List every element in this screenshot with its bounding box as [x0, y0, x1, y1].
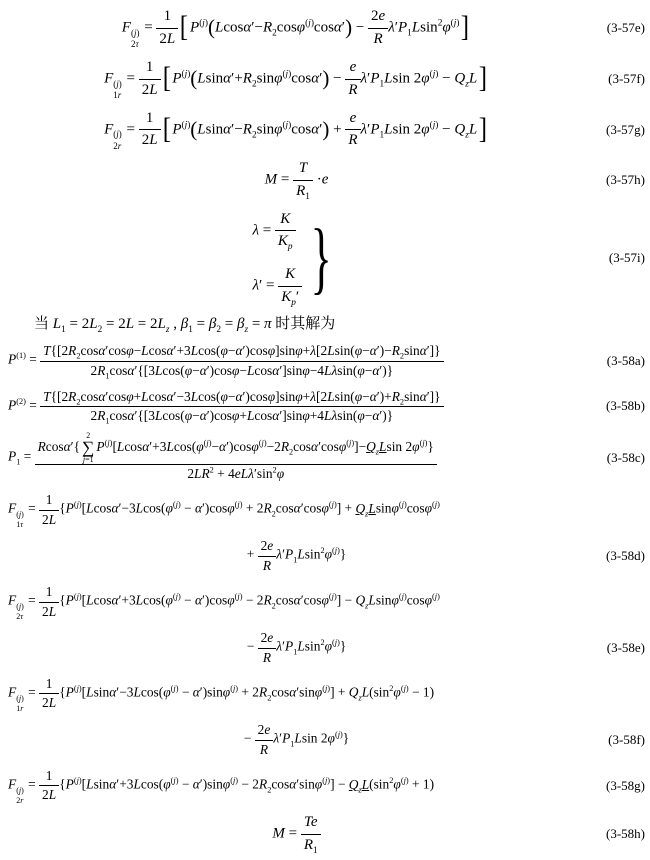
- equation-tag: (3-58d): [606, 548, 645, 564]
- equation-formula: M = $\frac{T}{R_1}$ ·e: [264, 160, 329, 203]
- equation-formula: λ = $\frac{K}{K_p}$ λ′ = $\frac{K}{K_p'}$ }: [252, 210, 332, 308]
- equation-tag: (3-57g): [606, 121, 645, 137]
- equation-row: [4, 720, 648, 759]
- equation-row: [4, 432, 648, 483]
- equation-row: [4, 536, 648, 575]
- equation-row: [4, 341, 648, 380]
- equation-tag: (3-58e): [606, 639, 645, 655]
- equation-formula: F (j) 2r = $\frac{1}{2L}$ {$P^{(j)}[Lsin\alpha'+3Lcos(\varphi^{(j)} - \alpha')\sin\varphi^{(j)} - 2R_2\cos\alpha'\sin\varphi^{(j)}] - Q_zL(\sin^2\varphi^{(j)} + 1)$: [8, 767, 435, 805]
- equation-tag: (3-58a): [606, 352, 645, 368]
- equation-formula: F (j) 2τ = $\frac{1}{2L}$ [ $P^{(j)}(Lcos\alpha'-R_2\cos\varphi^{(j)}\cos\alpha')$ − $\frac{2e}{R}$ $\lambda'P_1Lsin^2\varphi^{(j)}$]: [121, 8, 470, 50]
- equation-tag: (3-57i): [608, 250, 645, 266]
- equation-row: [4, 812, 648, 856]
- equation-formula: F (j) 1r = $\frac{1}{2L}$ [ $P^{(j)}(Lsin\alpha'+R_2\sin\varphi^{(j)}\cos\alpha')$ − $\frac{e}{R}$ $\lambda'P_1Lsin$ $2\varphi^{(j)} - Q_zL$]: [104, 58, 488, 100]
- equation-tag: (3-57f): [608, 70, 645, 86]
- equation-row: [4, 158, 648, 202]
- equation-row: [4, 490, 648, 530]
- equation-tag: (3-58g): [606, 777, 645, 793]
- equation-tag: (3-57e): [606, 20, 645, 36]
- equation-row: [4, 314, 648, 334]
- equation-row: [4, 57, 648, 101]
- equation-row: [4, 6, 648, 50]
- equation-formula: $P_1$ = Rcosα′{ 2 ∑ j=1 $P^{(j)}[Lcos\alpha'+3Lcos(\varphi^{(j)}-\alpha')\cos\varphi^{(j)}-2R_2\cos\alpha'\cos\varphi^{(j)}]-Q_zLsin$ $2\varphi^{(j)}$} $2LR^2 + 4eL\lambda'\sin^2\varphi$: [4, 432, 589, 483]
- equation-formula: F (j) 1r = $\frac{1}{2L}$ {$P^{(j)}[Lsin\alpha'-3Lcos(\varphi^{(j)} - \alpha')\sin\varphi^{(j)} + 2R_2\cos\alpha'\sin\varphi^{(j)}] + Q_zL(\sin^2\varphi^{(j)} - 1)$: [8, 676, 435, 713]
- equation-formula: − $\frac{2e}{R}$ $\lambda'P_1Lsin^2\varphi^{(j)}$}: [246, 630, 347, 665]
- equation-row: [4, 674, 648, 714]
- equation-row: [4, 628, 648, 667]
- equation-formula: F (j) 1τ = $\frac{1}{2L}$ {$P^{(j)}[Lcos\alpha'-3Lcos(\varphi^{(j)} - \alpha')\cos\varphi^{(j)} + 2R_2\cos\alpha'\cos\varphi^{(j)}] + Q_zLsin\varphi^{(j)}\cos\varphi^{(j)}$: [8, 492, 440, 529]
- equation-tag: (3-58f): [608, 731, 645, 747]
- equation-formula: F (j) 2τ = $\frac{1}{2L}$ {$P^{(j)}[Lcos\alpha'+3Lcos(\varphi^{(j)} - \alpha')\cos\varphi^{(j)} - 2R_2\cos\alpha'\cos\varphi^{(j)}] - Q_zLsin\varphi^{(j)}\cos\varphi^{(j)}$: [8, 584, 440, 621]
- equation-formula: $P^{(1)}$ = $T\{[2R_2\cos\alpha'\cos\varphi-Lcos\alpha'+3Lcos(\varphi-\alpha')\cos\varphi]\sin\varphi+\lambda[2Lsin(\varphi-\alpha')-R_2\sin\alpha']\}$ $2R_1\cos\alpha'\{[3Lcos(\varphi-\alpha')\cos\varphi-Lcos\alpha']\sin\varphi-4L\lambda\sin(\varphi-\alpha')\}$: [4, 341, 589, 380]
- equation-list: [4, 6, 648, 856]
- equation-row: [4, 766, 648, 806]
- equation-formula: − $\frac{2e}{R}$ $\lambda'P_1Lsin$ $2\varphi^{(j)}$}: [243, 722, 350, 757]
- equation-tag: (3-58c): [606, 450, 645, 466]
- equation-row: [4, 387, 648, 426]
- equation-formula: F (j) 2r = $\frac{1}{2L}$ [ $P^{(j)}(Lsin\alpha'-R_2\sin\varphi^{(j)}\cos\alpha')$ + $\frac{e}{R}$ $\lambda'P_1Lsin$ $2\varphi^{(j)} - Q_zL$]: [104, 109, 488, 151]
- equation-row: [4, 209, 648, 309]
- equation-row: [4, 582, 648, 622]
- equation-formula: $P^{(2)}$ = $T\{[2R_2\cos\alpha'\cos\varphi+Lcos\alpha'-3Lcos(\varphi-\alpha')\cos\varphi]\sin\varphi+\lambda[2Lsin(\varphi-\alpha')+R_2\sin\alpha']\}$ $2R_1\cos\alpha'\{[3Lcos(\varphi-\alpha')\cos\varphi+Lcos\alpha']\sin\varphi+4L\lambda\sin(\varphi-\alpha')\}$: [4, 387, 589, 426]
- equation-tag: (3-57h): [606, 172, 645, 188]
- equation-row: [4, 108, 648, 152]
- equation-formula: + $\frac{2e}{R}$ $\lambda'P_1Lsin^2\varphi^{(j)}$}: [246, 538, 347, 573]
- equation-tag: (3-58b): [606, 398, 645, 414]
- equation-formula: M = $\frac{Te}{R_1}$: [4, 812, 589, 856]
- equation-formula: 当 $L_1 = 2L_2 = 2L = 2L_z$ , $\beta_1 = \beta_2 = \beta_z = \pi$ 时其解为: [34, 316, 336, 336]
- equation-tag: (3-58h): [606, 826, 645, 842]
